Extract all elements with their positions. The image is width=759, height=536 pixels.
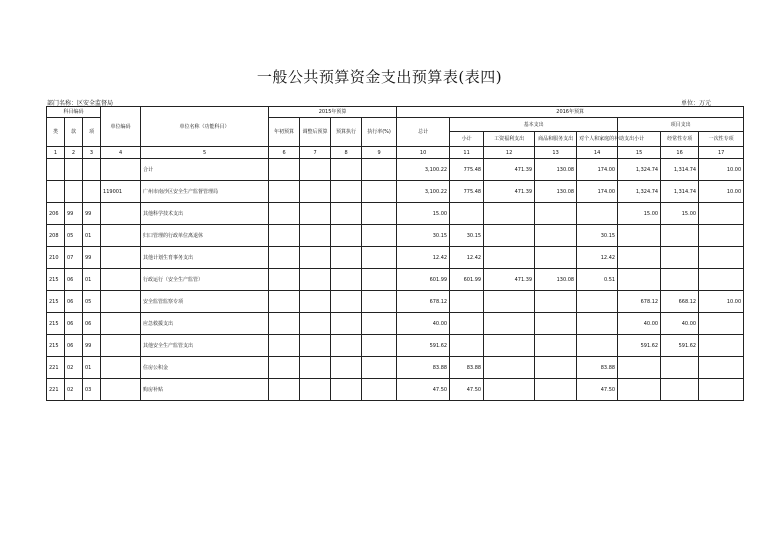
cell-exec-rate bbox=[362, 203, 397, 225]
cell-adjusted bbox=[300, 247, 331, 269]
cell-project-subtotal bbox=[618, 379, 661, 401]
cell-executed bbox=[331, 291, 362, 313]
cell-basic-subtotal: 47.50 bbox=[450, 379, 484, 401]
cell-total: 591.62 bbox=[397, 335, 450, 357]
cell-exec-rate bbox=[362, 313, 397, 335]
column-number: 5 bbox=[141, 147, 269, 159]
cell-basic-subtotal: 12.42 bbox=[450, 247, 484, 269]
cell-year-initial bbox=[269, 247, 300, 269]
cell-recurring: 1,314.74 bbox=[661, 181, 699, 203]
cell-goods: 130.08 bbox=[535, 159, 577, 181]
cell-project-subtotal: 40.00 bbox=[618, 313, 661, 335]
cell-year-initial bbox=[269, 379, 300, 401]
cell-onetime bbox=[699, 247, 744, 269]
cell-personal: 47.50 bbox=[577, 379, 618, 401]
cell-exec-rate bbox=[362, 225, 397, 247]
header-project-subtotal: 小计 bbox=[618, 132, 661, 147]
cell-name: 其他安全生产监管支出 bbox=[141, 335, 269, 357]
table-row bbox=[47, 379, 744, 401]
header-xiang: 项 bbox=[83, 118, 101, 147]
cell-name: 购房补贴 bbox=[141, 379, 269, 401]
cell-kuan: 02 bbox=[65, 379, 83, 401]
column-number: 8 bbox=[331, 147, 362, 159]
cell-goods bbox=[535, 335, 577, 357]
header-budget-2015: 2015年预算 bbox=[269, 107, 397, 118]
cell-exec-rate bbox=[362, 181, 397, 203]
cell-executed bbox=[331, 313, 362, 335]
cell-basic-subtotal: 30.15 bbox=[450, 225, 484, 247]
cell-onetime bbox=[699, 379, 744, 401]
cell-personal bbox=[577, 313, 618, 335]
cell-recurring bbox=[661, 379, 699, 401]
table-row bbox=[47, 181, 744, 203]
cell-xiang: 01 bbox=[83, 269, 101, 291]
cell-recurring: 591.62 bbox=[661, 335, 699, 357]
cell-year-initial bbox=[269, 159, 300, 181]
cell-lei bbox=[47, 159, 65, 181]
header-goods: 商品和服务支出 bbox=[535, 132, 577, 147]
cell-kuan: 02 bbox=[65, 357, 83, 379]
cell-onetime bbox=[699, 203, 744, 225]
cell-wages bbox=[484, 203, 535, 225]
cell-lei: 215 bbox=[47, 335, 65, 357]
cell-recurring bbox=[661, 357, 699, 379]
cell-onetime: 10.00 bbox=[699, 159, 744, 181]
cell-wages bbox=[484, 291, 535, 313]
column-number: 12 bbox=[484, 147, 535, 159]
cell-executed bbox=[331, 181, 362, 203]
table-row bbox=[47, 159, 744, 181]
cell-onetime bbox=[699, 357, 744, 379]
cell-exec-rate bbox=[362, 335, 397, 357]
cell-total: 83.88 bbox=[397, 357, 450, 379]
table-row bbox=[47, 269, 744, 291]
header-onetime: 一次性专项 bbox=[699, 132, 744, 147]
column-number: 16 bbox=[661, 147, 699, 159]
cell-adjusted bbox=[300, 181, 331, 203]
cell-project-subtotal: 1,324.74 bbox=[618, 181, 661, 203]
cell-wages bbox=[484, 313, 535, 335]
table-row bbox=[47, 203, 744, 225]
header-kuan: 款 bbox=[65, 118, 83, 147]
cell-xiang: 06 bbox=[83, 313, 101, 335]
cell-executed bbox=[331, 159, 362, 181]
cell-adjusted bbox=[300, 335, 331, 357]
cell-wages bbox=[484, 357, 535, 379]
cell-project-subtotal: 15.00 bbox=[618, 203, 661, 225]
header-wages: 工资福利支出 bbox=[484, 132, 535, 147]
cell-name: 归口管理的行政单位离退休 bbox=[141, 225, 269, 247]
cell-kuan bbox=[65, 159, 83, 181]
column-number: 1 bbox=[47, 147, 65, 159]
cell-unit-code bbox=[101, 335, 141, 357]
cell-exec-rate bbox=[362, 247, 397, 269]
cell-total: 47.50 bbox=[397, 379, 450, 401]
cell-goods: 130.08 bbox=[535, 269, 577, 291]
cell-project-subtotal bbox=[618, 225, 661, 247]
cell-kuan: 06 bbox=[65, 269, 83, 291]
cell-adjusted bbox=[300, 291, 331, 313]
cell-year-initial bbox=[269, 335, 300, 357]
cell-basic-subtotal bbox=[450, 313, 484, 335]
column-number: 2 bbox=[65, 147, 83, 159]
cell-wages bbox=[484, 225, 535, 247]
cell-basic-subtotal: 83.88 bbox=[450, 357, 484, 379]
cell-name: 广州市南沙区安全生产监督管理局 bbox=[141, 181, 269, 203]
cell-xiang bbox=[83, 159, 101, 181]
cell-lei: 215 bbox=[47, 313, 65, 335]
cell-executed bbox=[331, 269, 362, 291]
table-row bbox=[47, 291, 744, 313]
cell-onetime bbox=[699, 269, 744, 291]
header-unit-code: 单位编码 bbox=[101, 107, 141, 147]
cell-personal: 174.00 bbox=[577, 181, 618, 203]
cell-project-subtotal: 591.62 bbox=[618, 335, 661, 357]
cell-xiang: 05 bbox=[83, 291, 101, 313]
cell-goods bbox=[535, 313, 577, 335]
cell-year-initial bbox=[269, 203, 300, 225]
cell-onetime: 10.00 bbox=[699, 181, 744, 203]
header-basic-subtotal: 小计 bbox=[450, 132, 484, 147]
cell-executed bbox=[331, 357, 362, 379]
cell-executed bbox=[331, 203, 362, 225]
cell-kuan: 99 bbox=[65, 203, 83, 225]
cell-exec-rate bbox=[362, 291, 397, 313]
cell-goods bbox=[535, 203, 577, 225]
column-number: 10 bbox=[397, 147, 450, 159]
cell-executed bbox=[331, 335, 362, 357]
header-budget-2016: 2016年预算 bbox=[397, 107, 744, 118]
cell-unit-code: 119001 bbox=[101, 181, 141, 203]
cell-onetime bbox=[699, 225, 744, 247]
cell-recurring: 668.12 bbox=[661, 291, 699, 313]
cell-recurring bbox=[661, 269, 699, 291]
cell-name: 其他计划生育事务支出 bbox=[141, 247, 269, 269]
cell-lei: 208 bbox=[47, 225, 65, 247]
cell-unit-code bbox=[101, 225, 141, 247]
cell-name: 合计 bbox=[141, 159, 269, 181]
cell-kuan bbox=[65, 181, 83, 203]
cell-xiang: 99 bbox=[83, 203, 101, 225]
cell-personal: 174.00 bbox=[577, 159, 618, 181]
cell-exec-rate bbox=[362, 357, 397, 379]
column-number: 6 bbox=[269, 147, 300, 159]
cell-name: 其他科学技术支出 bbox=[141, 203, 269, 225]
cell-lei: 221 bbox=[47, 379, 65, 401]
cell-unit-code bbox=[101, 291, 141, 313]
cell-year-initial bbox=[269, 291, 300, 313]
cell-unit-code bbox=[101, 269, 141, 291]
cell-adjusted bbox=[300, 225, 331, 247]
cell-name: 应急救援支出 bbox=[141, 313, 269, 335]
column-number: 3 bbox=[83, 147, 101, 159]
cell-project-subtotal bbox=[618, 357, 661, 379]
cell-recurring: 15.00 bbox=[661, 203, 699, 225]
table-row bbox=[47, 335, 744, 357]
cell-total: 3,100.22 bbox=[397, 159, 450, 181]
cell-wages: 471.39 bbox=[484, 159, 535, 181]
cell-personal: 83.88 bbox=[577, 357, 618, 379]
cell-lei bbox=[47, 181, 65, 203]
cell-total: 12.42 bbox=[397, 247, 450, 269]
header-adjusted: 调整后预算 bbox=[300, 118, 331, 147]
cell-unit-code bbox=[101, 247, 141, 269]
cell-year-initial bbox=[269, 181, 300, 203]
cell-onetime bbox=[699, 335, 744, 357]
budget-table bbox=[46, 106, 744, 401]
cell-recurring bbox=[661, 225, 699, 247]
cell-adjusted bbox=[300, 159, 331, 181]
cell-wages bbox=[484, 247, 535, 269]
header-lei: 类 bbox=[47, 118, 65, 147]
cell-name: 行政运行（安全生产监管） bbox=[141, 269, 269, 291]
header-project: 项目支出 bbox=[618, 118, 744, 132]
cell-basic-subtotal: 775.48 bbox=[450, 181, 484, 203]
cell-adjusted bbox=[300, 203, 331, 225]
cell-total: 15.00 bbox=[397, 203, 450, 225]
cell-xiang: 01 bbox=[83, 225, 101, 247]
cell-project-subtotal bbox=[618, 269, 661, 291]
cell-recurring: 40.00 bbox=[661, 313, 699, 335]
column-number: 4 bbox=[101, 147, 141, 159]
cell-lei: 210 bbox=[47, 247, 65, 269]
cell-executed bbox=[331, 247, 362, 269]
cell-recurring bbox=[661, 247, 699, 269]
cell-wages: 471.39 bbox=[484, 181, 535, 203]
cell-executed bbox=[331, 379, 362, 401]
column-number: 9 bbox=[362, 147, 397, 159]
cell-goods bbox=[535, 225, 577, 247]
cell-xiang: 03 bbox=[83, 379, 101, 401]
cell-personal bbox=[577, 335, 618, 357]
column-number-row bbox=[47, 147, 744, 159]
cell-wages bbox=[484, 379, 535, 401]
cell-exec-rate bbox=[362, 159, 397, 181]
header-unit-name: 单位名称（功能科目） bbox=[141, 107, 269, 147]
unit-label: 单位：万元 bbox=[680, 100, 711, 107]
cell-total: 3,100.22 bbox=[397, 181, 450, 203]
cell-unit-code bbox=[101, 379, 141, 401]
cell-goods: 130.08 bbox=[535, 181, 577, 203]
cell-exec-rate bbox=[362, 269, 397, 291]
cell-lei: 206 bbox=[47, 203, 65, 225]
cell-total: 678.12 bbox=[397, 291, 450, 313]
department-label: 部门名称：区安全监督局 bbox=[47, 100, 114, 107]
cell-kuan: 06 bbox=[65, 313, 83, 335]
cell-wages bbox=[484, 335, 535, 357]
cell-total: 30.15 bbox=[397, 225, 450, 247]
header-total: 总计 bbox=[397, 118, 450, 147]
cell-xiang bbox=[83, 181, 101, 203]
cell-unit-code bbox=[101, 203, 141, 225]
cell-kuan: 05 bbox=[65, 225, 83, 247]
cell-wages: 471.39 bbox=[484, 269, 535, 291]
column-number: 15 bbox=[618, 147, 661, 159]
cell-total: 40.00 bbox=[397, 313, 450, 335]
cell-unit-code bbox=[101, 357, 141, 379]
header-basic: 基本支出 bbox=[450, 118, 618, 132]
cell-adjusted bbox=[300, 313, 331, 335]
column-number: 7 bbox=[300, 147, 331, 159]
cell-goods bbox=[535, 291, 577, 313]
cell-year-initial bbox=[269, 225, 300, 247]
cell-onetime: 10.00 bbox=[699, 291, 744, 313]
column-number: 14 bbox=[577, 147, 618, 159]
header-exec-rate: 执行率(%) bbox=[362, 118, 397, 147]
cell-total: 601.99 bbox=[397, 269, 450, 291]
cell-basic-subtotal: 601.99 bbox=[450, 269, 484, 291]
cell-project-subtotal bbox=[618, 247, 661, 269]
table-row bbox=[47, 225, 744, 247]
table-row bbox=[47, 357, 744, 379]
page-title: 一般公共预算资金支出预算表(表四) bbox=[256, 68, 503, 86]
cell-goods bbox=[535, 357, 577, 379]
cell-recurring: 1,314.74 bbox=[661, 159, 699, 181]
cell-kuan: 06 bbox=[65, 335, 83, 357]
cell-exec-rate bbox=[362, 379, 397, 401]
cell-kuan: 06 bbox=[65, 291, 83, 313]
cell-basic-subtotal bbox=[450, 335, 484, 357]
cell-adjusted bbox=[300, 379, 331, 401]
cell-personal: 12.42 bbox=[577, 247, 618, 269]
header-personal: 对个人和家庭的补助支出 bbox=[577, 132, 618, 147]
cell-kuan: 07 bbox=[65, 247, 83, 269]
cell-xiang: 01 bbox=[83, 357, 101, 379]
cell-xiang: 99 bbox=[83, 247, 101, 269]
table-row bbox=[47, 247, 744, 269]
cell-adjusted bbox=[300, 269, 331, 291]
cell-basic-subtotal: 775.48 bbox=[450, 159, 484, 181]
cell-personal: 0.51 bbox=[577, 269, 618, 291]
column-number: 17 bbox=[699, 147, 744, 159]
header-subject-code: 科目编码 bbox=[47, 107, 101, 118]
cell-xiang: 99 bbox=[83, 335, 101, 357]
cell-lei: 215 bbox=[47, 291, 65, 313]
cell-goods bbox=[535, 247, 577, 269]
cell-name: 安全监管监察专项 bbox=[141, 291, 269, 313]
cell-year-initial bbox=[269, 357, 300, 379]
cell-unit-code bbox=[101, 159, 141, 181]
column-number: 13 bbox=[535, 147, 577, 159]
cell-onetime bbox=[699, 313, 744, 335]
header-year-initial: 年初预算 bbox=[269, 118, 300, 147]
cell-lei: 215 bbox=[47, 269, 65, 291]
cell-unit-code bbox=[101, 313, 141, 335]
cell-basic-subtotal bbox=[450, 291, 484, 313]
cell-lei: 221 bbox=[47, 357, 65, 379]
header-recurring: 经常性专项 bbox=[661, 132, 699, 147]
column-number: 11 bbox=[450, 147, 484, 159]
cell-personal: 30.15 bbox=[577, 225, 618, 247]
cell-personal bbox=[577, 203, 618, 225]
cell-adjusted bbox=[300, 357, 331, 379]
cell-basic-subtotal bbox=[450, 203, 484, 225]
header-executed: 预算执行 bbox=[331, 118, 362, 147]
cell-year-initial bbox=[269, 313, 300, 335]
cell-executed bbox=[331, 225, 362, 247]
cell-name: 住房公积金 bbox=[141, 357, 269, 379]
cell-project-subtotal: 678.12 bbox=[618, 291, 661, 313]
cell-personal bbox=[577, 291, 618, 313]
cell-year-initial bbox=[269, 269, 300, 291]
cell-goods bbox=[535, 379, 577, 401]
table-row bbox=[47, 313, 744, 335]
cell-project-subtotal: 1,324.74 bbox=[618, 159, 661, 181]
